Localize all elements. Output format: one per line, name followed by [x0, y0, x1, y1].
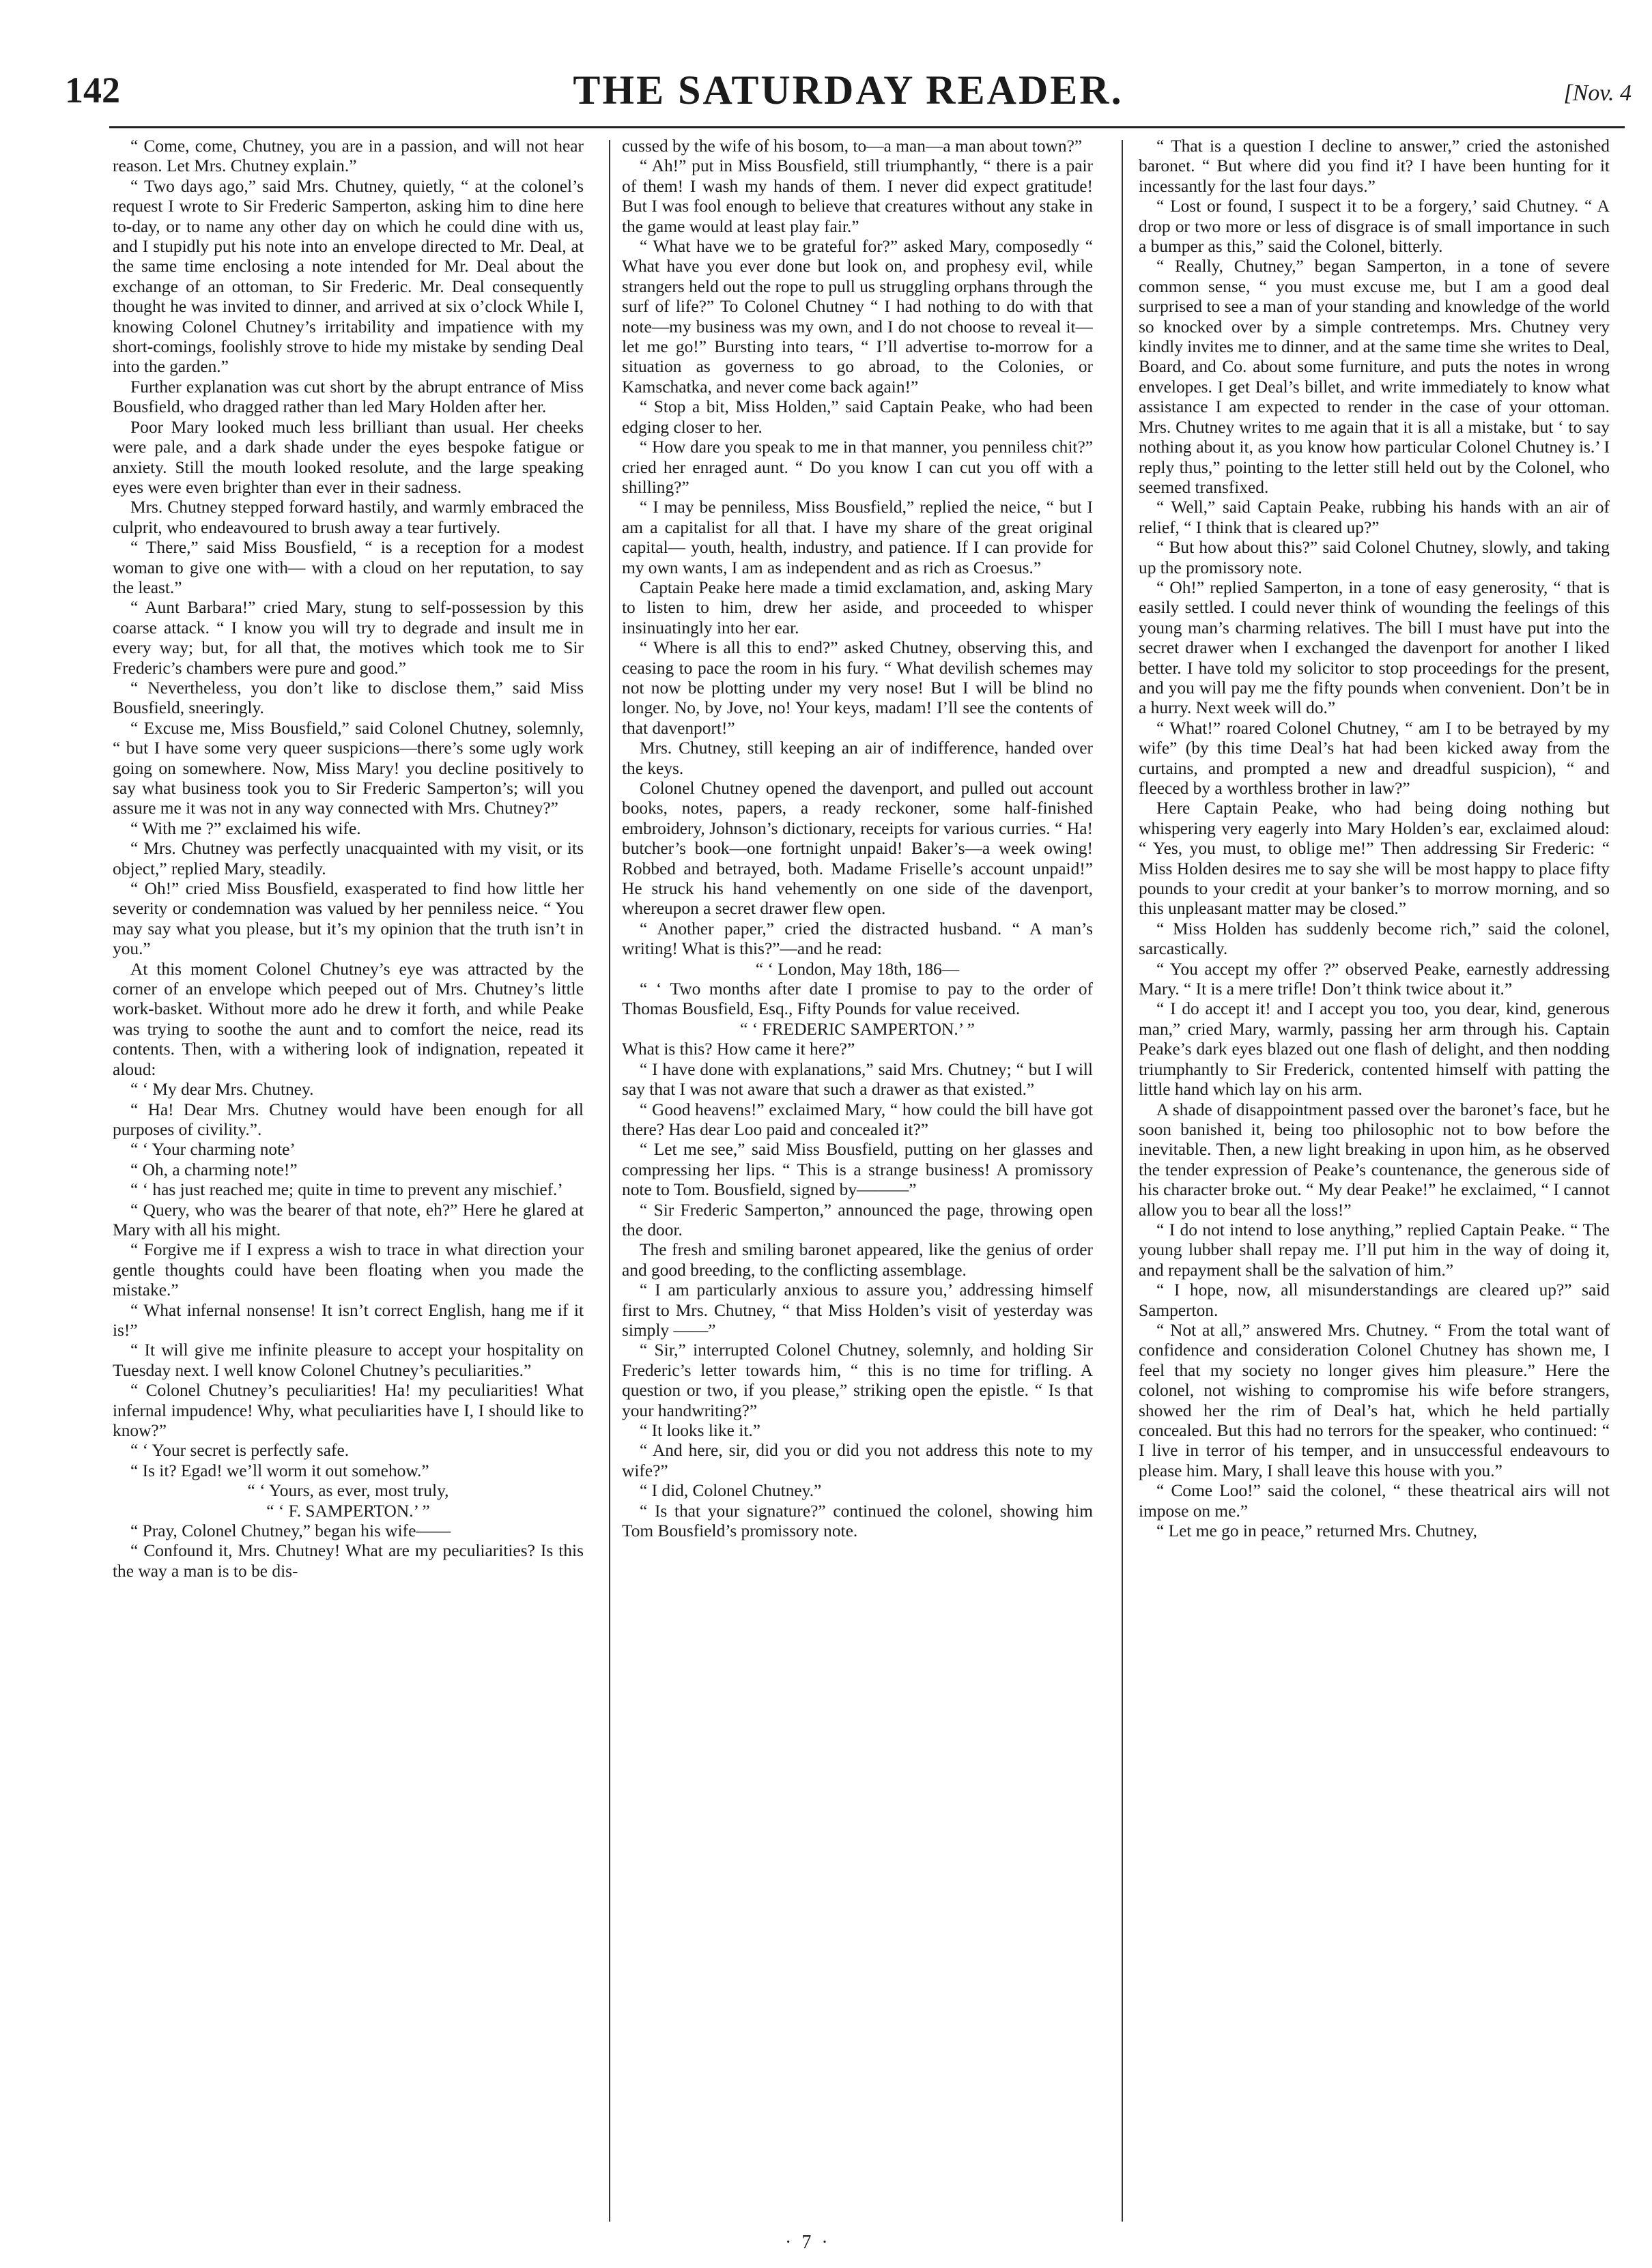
- paragraph: “ Colonel Chutney’s peculiarities! Ha! my peculiarities! What infernal impudence! Why, what peculiarities have I, I should like to know?”: [113, 1381, 584, 1440]
- paragraph: “ ‘ Your secret is perfectly safe.: [130, 1441, 350, 1461]
- paragraph: “ With me ?” exclaimed his wife.: [130, 818, 361, 838]
- paragraph: “ I do not intend to lose anything,” replied Captain Peake. “ The young lubber shall repay me. I’ll put him in the way of doing it, and repayment shall be the salvation of him.”: [1139, 1220, 1610, 1280]
- paragraph: “ ‘ FREDERIC SAMPERTON.’ ”: [740, 1019, 975, 1039]
- paragraph: “ ‘ London, May 18th, 186—: [755, 959, 960, 979]
- paragraph: “ What infernal nonsense! It isn’t correct English, hang me if it is!”: [113, 1300, 584, 1340]
- paragraph: “ There,” said Miss Bousfield, “ is a reception for a modest woman to give one with— with a cloud on her reputation, to say the least.”: [113, 538, 584, 597]
- paragraph: “ Let me go in peace,” returned Mrs. Chutney,: [1156, 1521, 1478, 1541]
- paragraph: “ Oh, a charming note!”: [130, 1160, 298, 1179]
- paragraph: “ Mrs. Chutney was perfectly unacquainted with my visit, or its object,” replied Mary, steadily.: [113, 839, 584, 878]
- paragraph: “ ‘ Yours, as ever, most truly,: [247, 1481, 449, 1501]
- paragraph: “ I am particularly anxious to assure you,’ addressing himself first to Mrs. Chutney, “ that Miss Holden’s visit of yesterday was simply ——”: [622, 1280, 1093, 1340]
- text-column-2: [622, 137, 1093, 2225]
- paragraph: What is this? How came it here?”: [622, 1039, 855, 1059]
- paragraph: “ ‘ has just reached me; quite in time to prevent any mischief.’: [130, 1180, 563, 1200]
- paragraph: “ But how about this?” said Colonel Chutney, slowly, and taking up the promissory note.: [1139, 538, 1610, 577]
- paragraph: At this moment Colonel Chutney’s eye was attracted by the corner of an envelope which peeped out of Mrs. Chutney’s little work-basket. Without more ado he drew it forth, and while Peake was trying to soothe the aunt and to comfort the neice, read its contents. Then, with a withering look of indignation, repeated it aloud:: [113, 959, 584, 1079]
- paragraph: A shade of disappointment passed over the baronet’s face, but he soon banished it, being too philosophic not to bow before the inevitable. Then, a new light breaking in upon him, as he observed the tender expression of Peake’s countenance, the generous side of his character broke out. “ My dear Peake!” he exclaimed, “ I cannot allow you to bear all the loss!”: [1139, 1100, 1610, 1220]
- paragraph: “ Good heavens!” exclaimed Mary, “ how could the bill have got there? Has dear Loo paid and concealed it?”: [622, 1100, 1093, 1139]
- paragraph: “ Another paper,” cried the distracted husband. “ A man’s writing! What is this?”—and he read:: [622, 919, 1093, 959]
- paragraph: “ I may be penniless, Miss Bousfield,” replied the neice, “ but I am a capitalist for all that. I have my share of the great original capital— youth, health, industry, and patience. If I can provide for my own wants, I am as independent and as rich as Croesus.”: [622, 498, 1093, 577]
- paragraph: “ I have done with explanations,” said Mrs. Chutney; “ but I will say that I was not aware that such a drawer as that existed.”: [622, 1059, 1093, 1100]
- paragraph: “ What!” roared Colonel Chutney, “ am I to be betrayed by my wife” (by this time Deal’s hat had been kicked away from the curtains, and prompted a new and dreadful suspicion), “ and fleeced by a worthless brother in law?”: [1139, 718, 1610, 798]
- paragraph: “ Pray, Colonel Chutney,” began his wife——: [130, 1521, 451, 1541]
- paragraph: “ Sir,” interrupted Colonel Chutney, solemnly, and holding Sir Frederic’s letter towards him, “ this is no time for trifling. A question or two, if you please,” striking open the epistle. “ Is that your handwriting?”: [622, 1340, 1093, 1420]
- paragraph: Colonel Chutney opened the davenport, and pulled out account books, notes, papers, a ready reckoner, some half-finished embroidery, Johnson’s dictionary, receipts for various curries. “ Ha! butcher’s book—one fortnight unpaid! Baker’s—a week owing! Robbed and betrayed, both. Madame Friselle’s account unpaid!” He struck his hand vehemently on one side of the davenport, whereupon a secret drawer flew open.: [622, 779, 1093, 919]
- text-column-3: [1139, 137, 1610, 2225]
- paragraph: Mrs. Chutney stepped forward hastily, and warmly embraced the culprit, who endeavoured to brush away a tear furtively.: [113, 498, 584, 537]
- paragraph: “ What have we to be grateful for?” asked Mary, composedly “ What have you ever done but look on, and prophesy evil, while strangers held out the rope to pull us struggling orphans through the surf of life?” To Colonel Chutney “ I had nothing to do with that note—my business was my own, and I do not choose to reveal it—let me go!” Bursting into tears, “ I’ll advertise to-morrow for a situation as governess to go abroad, to the Colonies, or Kamschatka, and never come back again!”: [622, 237, 1093, 397]
- paragraph: “ You accept my offer ?” observed Peake, earnestly addressing Mary. “ It is a mere trifle! Don’t think twice about it.”: [1139, 959, 1610, 999]
- paragraph: “ Confound it, Mrs. Chutney! What are my peculiarities? Is this the way a man is to be dis-: [113, 1541, 584, 1581]
- paragraph: Mrs. Chutney, still keeping an air of indifference, handed over the keys.: [622, 738, 1093, 778]
- paragraph: “ Is that your signature?” continued the colonel, showing him Tom Bousfield’s promissory note.: [622, 1501, 1093, 1541]
- paragraph: “ Not at all,” answered Mrs. Chutney. “ From the total want of confidence and consideration Colonel Chutney has shown me, I feel that my society no longer gives him pleasure.” Here the colonel, not wishing to compromise his wife before strangers, showed her the rim of Deal’s hat, which he held partially concealed. But this had no terrors for the speaker, who continued: “ I live in terror of his temper, and in unsuccessful endeavours to please him. Mary, I shall leave this house with you.”: [1139, 1320, 1610, 1480]
- article-body: [113, 137, 1618, 2225]
- paragraph: “ ‘ Your charming note’: [130, 1140, 296, 1160]
- paragraph: “ Aunt Barbara!” cried Mary, stung to self-possession by this coarse attack. “ I know you will try to degrade and insult me in every way; but, for all that, the motives which took me to Sir Frederic’s chambers were pure and good.”: [113, 598, 584, 678]
- paragraph: Poor Mary looked much less brilliant than usual. Her cheeks were pale, and a dark shade under the eyes bespoke fatigue or anxiety. Still the mouth looked resolute, and the large speaking eyes were even brighter than ever in their sadness.: [113, 417, 584, 497]
- paragraph: “ Come, come, Chutney, you are in a passion, and will not hear reason. Let Mrs. Chutney explain.”: [113, 137, 584, 176]
- issue-date: [Nov. 4: [1563, 81, 1632, 106]
- paragraph: Further explanation was cut short by the abrupt entrance of Miss Bousfield, who dragged rather than led Mary Holden after her.: [113, 377, 584, 417]
- paragraph: “ Let me see,” said Miss Bousfield, putting on her glasses and compressing her lips. “ This is a strange business! A promissory note to Tom. Bousfield, signed by———”: [622, 1140, 1093, 1200]
- paragraph: “ ‘ My dear Mrs. Chutney.: [130, 1080, 314, 1100]
- page-header: [65, 63, 1632, 117]
- paragraph: “ And here, sir, did you or did you not address this note to my wife?”: [622, 1441, 1093, 1480]
- paragraph: “ Forgive me if I express a wish to trace in what direction your gentle thoughts could have been floating when you made the mistake.”: [113, 1240, 584, 1300]
- footer-mark: · 7 ·: [785, 2232, 831, 2253]
- paragraph: “ It will give me infinite pleasure to accept your hospitality on Tuesday next. I well know Colonel Chutney’s peculiarities.”: [113, 1340, 584, 1380]
- paragraph: “ ‘ Two months after date I promise to pay to the order of Thomas Bousfield, Esq., Fifty Pounds for value received.: [622, 979, 1093, 1019]
- paragraph: “ Stop a bit, Miss Holden,” said Captain Peake, who had been edging closer to her.: [622, 397, 1093, 437]
- paragraph: “ Lost or found, I suspect it to be a forgery,’ said Chutney. “ A drop or two more or less of disgrace is of small importance in such a bumper as this,” said the Colonel, bitterly.: [1139, 197, 1610, 257]
- paragraph: “ Query, who was the bearer of that note, eh?” Here he glared at Mary with all his might.: [113, 1200, 584, 1239]
- paragraph: cussed by the wife of his bosom, to—a man—a man about town?”: [622, 137, 1083, 156]
- paragraph: Captain Peake here made a timid exclamation, and, asking Mary to listen to him, drew her aside, and proceeded to whisper insinuatingly into her ear.: [622, 577, 1093, 637]
- paragraph: “ Sir Frederic Samperton,” announced the page, throwing open the door.: [622, 1200, 1093, 1239]
- paragraph: Here Captain Peake, who had being doing nothing but whispering very eagerly into Mary Holden’s ear, exclaimed aloud: “ Yes, you must, to oblige me!” Then addressing Sir Frederic: “ Miss Holden desires me to say she will be most happy to place fifty pounds to your credit at your banker’s to morrow morning, and so this unpleasant matter may be closed.”: [1139, 799, 1610, 919]
- paragraph: “ I did, Colonel Chutney.”: [640, 1481, 822, 1501]
- paragraph: “ Two days ago,” said Mrs. Chutney, quietly, “ at the colonel’s request I wrote to Sir Frederic Samperton, asking him to dine here to-day, or to name any other day on which he could dine with us, and I stupidly put his note into an envelope directed to Mr. Deal, at the same time enclosing a note intended for Mr. Deal about the exchange of an ottoman, to Sir Frederic. Mr. Deal consequently thought he was invited to dinner, and arrived at six o’clock While I, knowing Colonel Chutney’s irritability and impatience with my short-comings, foolishly strove to hide my mistake by sending Deal into the garden.”: [113, 176, 584, 377]
- paragraph: “ I do accept it! and I accept you too, you dear, kind, generous man,” cried Mary, warmly, passing her arm through his. Captain Peake’s dark eyes blazed out one flash of delight, and then nodding triumphantly to Sir Frederick, contented himself with patting the little hand which lay on his arm.: [1139, 999, 1610, 1100]
- paragraph: The fresh and smiling baronet appeared, like the genius of order and good breeding, to the conflicting assemblage.: [622, 1240, 1093, 1280]
- paragraph: “ Oh!” cried Miss Bousfield, exasperated to find how little her severity or condemnation was valued by her penniless neice. “ You may say what you please, but it’s my opinion that the truth isn’t in you.”: [113, 879, 584, 959]
- paragraph: “ It looks like it.”: [640, 1421, 760, 1440]
- paragraph: “ Ah!” put in Miss Bousfield, still triumphantly, “ there is a pair of them! I wash my hands of them. I never did expect gratitude! But I was fool enough to believe that creatures without any stake in the game would at least play fair.”: [622, 156, 1093, 236]
- paragraph: “ Well,” said Captain Peake, rubbing his hands with an air of relief, “ I think that is cleared up?”: [1139, 498, 1610, 537]
- paragraph: “ Oh!” replied Samperton, in a tone of easy generosity, “ that is easily settled. I could never think of wounding the feelings of this young man’s charming relatives. The bill I must have put into the secret drawer when I exchanged the davenport for another I liked better. I have told my solicitor to stop proceedings for the present, and you will pay me the fifty pounds when convenient. Don’t be in a hurry. Next week will do.”: [1139, 577, 1610, 718]
- masthead-title: THE SATURDAY READER.: [573, 68, 1124, 113]
- paragraph: “ I hope, now, all misunderstandings are cleared up?” said Samperton.: [1139, 1280, 1610, 1320]
- paragraph: “ That is a question I decline to answer,” cried the astonished baronet. “ But where did you find it? I have been hunting for it incessantly for the last four days.”: [1139, 137, 1610, 196]
- paragraph: “ Ha! Dear Mrs. Chutney would have been enough for all purposes of civility.”.: [113, 1100, 584, 1139]
- paragraph: “ Excuse me, Miss Bousfield,” said Colonel Chutney, solemnly, “ but I have some very queer suspicions—there’s some ugly work going on somewhere. Now, Miss Mary! you decline positively to say what business took you to Sir Frederic Samperton’s; will you assure me it was not in any way connected with Mrs. Chutney?”: [113, 718, 584, 818]
- paragraph: “ ‘ F. SAMPERTON.’ ”: [266, 1501, 430, 1521]
- page-number: 142: [65, 70, 120, 111]
- paragraph: “ Is it? Egad! we’ll worm it out somehow.”: [130, 1461, 429, 1480]
- paragraph: “ Where is all this to end?” asked Chutney, observing this, and ceasing to pace the room in his fury. “ What devilish schemes may not now be plotting under my very nose! But I will be blind no longer. No, by Jove, no! Your keys, madam! I’ll see the contents of that davenport!”: [622, 638, 1093, 738]
- paragraph: “ Miss Holden has suddenly become rich,” said the colonel, sarcastically.: [1139, 919, 1610, 959]
- paragraph: “ Come Loo!” said the colonel, “ these theatrical airs will not impose on me.”: [1139, 1481, 1610, 1521]
- header-rule: [109, 126, 1625, 128]
- paragraph: “ Nevertheless, you don’t like to disclose them,” said Miss Bousfield, sneeringly.: [113, 678, 584, 718]
- text-column-1: [113, 137, 584, 2225]
- paragraph: “ Really, Chutney,” began Samperton, in a tone of severe common sense, “ you must excuse me, but I am a good deal surprised to see a man of your standing and knowledge of the world so knocked over by a simple contretemps. Mrs. Chutney very kindly invites me to dinner, and at the same time she writes to Deal, Board, and Co. about some furniture, and puts the notes in wrong envelopes. I get Deal’s billet, and write immediately to know what assistance I am expected to render in the case of your ottoman. Mrs. Chutney writes to me again that it is all a mistake, but ‘ to say nothing about it, as you know how particular Colonel Chutney is.’ I reply thus,” pointing to the letter still held out by the Colonel, who seemed transfixed.: [1139, 257, 1610, 497]
- paragraph: “ How dare you speak to me in that manner, you penniless chit?” cried her enraged aunt. “ Do you know I can cut you off with a shilling?”: [622, 437, 1093, 497]
